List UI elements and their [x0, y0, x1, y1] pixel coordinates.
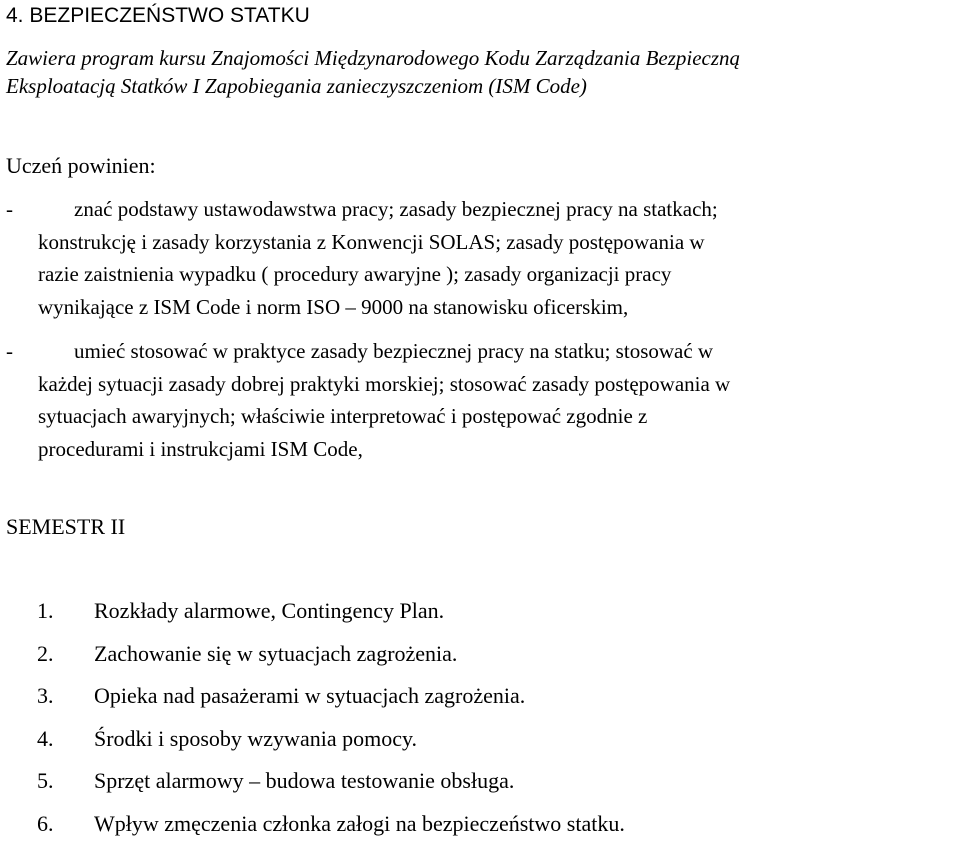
topic-text: Sprzęt alarmowy – budowa testowanie obsługa. [94, 766, 514, 809]
intro-text: Uczeń powinien: [6, 151, 156, 181]
list-dash: - [6, 335, 26, 368]
requirement-line: sytuacjach awaryjnych; właściwie interpretować i postępować zgodnie z [6, 400, 960, 433]
requirement-item [6, 335, 960, 465]
topic-number: 5. [37, 766, 94, 809]
topic-number: 2. [37, 639, 94, 682]
list-dash: - [6, 193, 26, 226]
semester-heading: SEMESTR II [6, 512, 125, 542]
requirement-line: wynikające z ISM Code i norm ISO – 9000 na stanowisku oficerskim, [6, 291, 960, 324]
topic-text: Zachowanie się w sytuacjach zagrożenia. [94, 639, 457, 682]
topic-item [37, 724, 625, 767]
topic-item [37, 766, 625, 809]
course-description-line: Zawiera program kursu Znajomości Międzynarodowego Kodu Zarządzania Bezpieczną [6, 44, 946, 72]
topic-number: 6. [37, 809, 94, 851]
requirement-line: razie zaistnienia wypadku ( procedury awaryjne ); zasady organizacji pracy [6, 258, 960, 291]
topic-number: 3. [37, 681, 94, 724]
requirement-line: każdej sytuacji zasady dobrej praktyki morskiej; stosować zasady postępowania w [6, 368, 960, 401]
topic-item [37, 639, 625, 682]
topic-number: 1. [37, 596, 94, 639]
topic-list [37, 596, 625, 851]
topic-item [37, 681, 625, 724]
section-heading: 4. BEZPIECZEŃSTWO STATKU [6, 2, 310, 30]
topic-text: Rozkłady alarmowe, Contingency Plan. [94, 596, 444, 639]
requirement-line: umieć stosować w praktyce zasady bezpiecznej pracy na statku; stosować w [6, 335, 960, 368]
topic-item [37, 809, 625, 851]
topic-item [37, 596, 625, 639]
requirement-line: konstrukcję i zasady korzystania z Konwencji SOLAS; zasady postępowania w [6, 226, 960, 259]
topic-number: 4. [37, 724, 94, 767]
course-description-line: Eksploatacją Statków I Zapobiegania zanieczyszczeniom (ISM Code) [6, 72, 946, 100]
requirement-line: znać podstawy ustawodawstwa pracy; zasady bezpiecznej pracy na statkach; [6, 193, 960, 226]
course-description [6, 44, 946, 100]
topic-text: Środki i sposoby wzywania pomocy. [94, 724, 417, 767]
topic-text: Wpływ zmęczenia członka załogi na bezpieczeństwo statku. [94, 809, 625, 851]
topic-text: Opieka nad pasażerami w sytuacjach zagrożenia. [94, 681, 525, 724]
requirement-line: procedurami i instrukcjami ISM Code, [6, 433, 960, 466]
requirement-item [6, 193, 960, 323]
